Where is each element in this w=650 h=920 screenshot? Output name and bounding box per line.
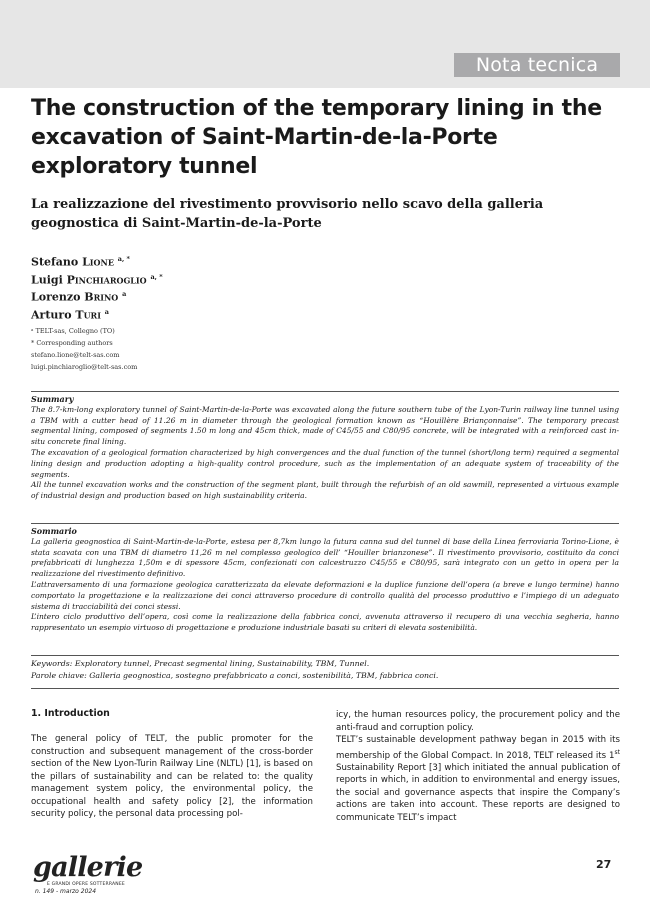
author-first-name: Luigi xyxy=(31,273,63,287)
author-affiliation-mark: a, * xyxy=(117,255,130,263)
body-text: Sustainability Report [3] which initiated the annual publication of reports in which, in addition to environmental and energy issues, the social and governance aspects that inspire the Company’s actions are taken into account. These reports are designed to communicate TELT’s impact xyxy=(336,762,620,823)
summary-paragraph: The excavation of a geological formation characterized by high convergences and the dual function of the tunnel (short/long term) required a segmental lining design and production adopting a high-quality control procedure, such as the implementation of an adequate system of traceability of the segments. xyxy=(31,447,619,479)
page-number: 27 xyxy=(596,858,612,871)
keywords-block xyxy=(31,658,619,682)
body-paragraph xyxy=(336,734,620,824)
sommario-paragraph: L’intero ciclo produttivo dell’opera, così come la realizzazione della fabbrica conci, avvenuta attraverso il recupero di una vecchia segheria, hanno rappresentato un esempio virtuoso di progettazione e produzione industriale basati su criteri di elevata sostenibilità. xyxy=(31,612,619,633)
author-affiliation-mark: a xyxy=(122,290,127,299)
body-text: TELT’s sustainable development pathway began in 2015 with its membership of the Global Compact. In 2018, TELT released its 1 xyxy=(336,735,620,761)
corresponding-note: * Corresponding authors xyxy=(31,338,113,347)
section-heading: 1. Introduction xyxy=(31,708,110,719)
sommario-paragraph: La galleria geognostica di Saint-Martin-de-la-Porte, estesa per 8,7km lungo la futura canna sud del tunnel di base della Linea ferroviaria Torino-Lione, è stata scavata con una TBM di diametro 11,26 m nel complesso geologico dell’ “Houiller brianzonese”. Il rivestimento provvisorio, costituito da conci prefabbricati di lunghezza 1,50m e di spessore 45cm, confezionati con calcestruzzo C45/55 e C80/95, sarà integrato con un getto in opera per la realizzazione del rivestimento definitivo. xyxy=(31,536,619,579)
sommario-block xyxy=(31,526,619,634)
sommario-paragraph: L’attraversamento di una formazione geologica caratterizzata da elevate deformazioni e la duplice funzione dell’opera (a breve e lungo termine) hanno comportato la progettazione e la realizzazione dei conci attraverso procedure di controllo qualità del processo produttivo e l’impiego di un adeguato sistema di tracciabilità dei conci stessi. xyxy=(31,579,619,611)
divider xyxy=(31,655,619,656)
divider xyxy=(31,391,619,392)
author-first-name: Arturo xyxy=(31,308,72,322)
issue-info: n. 149 - marzo 2024 xyxy=(35,888,97,895)
section-badge: Nota tecnica xyxy=(454,53,620,77)
affiliation: ᵃ TELT-sas, Collegno (TO) xyxy=(31,326,115,335)
sommario-heading: Sommario xyxy=(31,526,77,536)
body-column-right xyxy=(336,709,620,824)
summary-heading: Summary xyxy=(31,394,74,404)
author-block xyxy=(31,252,331,373)
body-paragraph: icy, the human resources policy, the procurement policy and the anti-fraud and corruption policy. xyxy=(336,710,620,733)
article-title: The construction of the temporary lining in the excavation of Saint-Martin-de-la-Porte exploratory tunnel xyxy=(31,96,602,179)
divider xyxy=(31,523,619,524)
author-affiliation-mark: a, * xyxy=(150,272,163,281)
keywords-it: Parole chiave: Galleria geognostica, sostegno prefabbricato a conci, sostenibilità, TBM, fabbrica conci. xyxy=(31,671,439,680)
body-column-left xyxy=(31,708,313,821)
journal-logo xyxy=(33,854,153,914)
ordinal-suffix: st xyxy=(614,748,620,756)
author-last-name: Brino xyxy=(84,290,119,304)
author-last-name: Pinchiaroglio xyxy=(66,273,147,287)
summary-block xyxy=(31,394,619,502)
author-last-name: Turi xyxy=(75,308,101,322)
body-paragraph: The general policy of TELT, the public promoter for the construction and subsequent management of the cross-border section of the New Lyon-Turin Railway Line (NLTL) [1], is based on the pillars of sustainability and can be related to: the quality management system policy, the environmental policy, the occupational health and safety policy [2], the information security policy, the personal data processing pol- xyxy=(31,734,313,819)
author-email: stefano.lione@telt-sas.com xyxy=(31,350,120,359)
journal-logo-subtitle: E GRANDI OPERE SOTTERRANEE xyxy=(47,882,125,887)
article-subtitle: La realizzazione del rivestimento provvisorio nello scavo della galleria geognostica di Saint-Martin-de-la-Porte xyxy=(31,197,544,231)
divider xyxy=(31,688,619,689)
author-2 xyxy=(31,270,331,288)
author-first-name: Lorenzo xyxy=(31,290,81,304)
author-3 xyxy=(31,287,331,305)
summary-paragraph: All the tunnel excavation works and the construction of the segment plant, built through the refurbish of an old sawmill, represented a virtuous example of industrial design and production based on high sustainability criteria. xyxy=(31,480,619,501)
author-last-name: Lione xyxy=(82,255,114,269)
author-first-name: Stefano xyxy=(31,255,79,269)
summary-paragraph: The 8.7-km-long exploratory tunnel of Saint-Martin-de-la-Porte was excavated along the future southern tube of the Lyon-Turin railway line tunnel using a TBM with a cutter head of 11.26 m in diameter through the geological formation known as “Houillère Briançonnaise”. The temporary precast segmental lining, composed of segments 1.50 m long and 45cm thick, made of C45/55 and C80/95 concrete, will be integrated with a reinforced cast in-situ concrete final lining. xyxy=(31,404,619,447)
journal-logo-word: gallerie xyxy=(33,852,143,883)
author-4 xyxy=(31,305,331,323)
keywords-en: Keywords: Exploratory tunnel, Precast segmental lining, Sustainability, TBM, Tunnel. xyxy=(31,659,370,668)
author-affiliation-mark: a xyxy=(104,307,110,316)
author-email: luigi.pinchiaroglio@telt-sas.com xyxy=(31,362,138,371)
author-1 xyxy=(31,252,331,270)
